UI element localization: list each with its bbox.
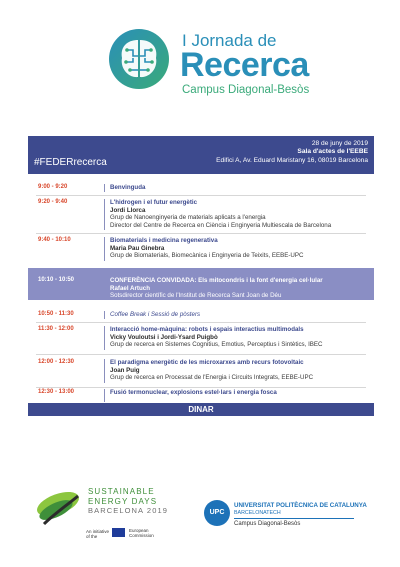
row-divider (104, 359, 105, 383)
schedule-row-keynote (28, 268, 374, 300)
schedule-row (28, 184, 374, 193)
row-time: 9:00 - 9:20 (38, 184, 68, 190)
row-extra (110, 396, 370, 404)
sed-title (88, 487, 168, 516)
row-speaker: Vicky Vouloutsi i Jordi-Ysard Puigbò (110, 333, 218, 341)
separator (36, 354, 366, 355)
separator (36, 195, 366, 196)
event-date: 28 de juny de 2019 (311, 140, 368, 147)
row-divider (104, 184, 105, 192)
schedule-row (28, 311, 374, 320)
row-divider (104, 326, 105, 350)
row-divider (104, 311, 105, 319)
schedule-row (28, 326, 374, 351)
row-desc: Grup de recerca en Processat de l'Energia i Circuits Integrats, EEBE-UPC (110, 374, 314, 382)
lunch-bar: DINAR (28, 403, 374, 416)
row-content (110, 184, 370, 192)
row-speaker: Joan Puig (110, 366, 140, 374)
event-header (108, 28, 400, 108)
row-speaker: Jordi Llorca (110, 206, 146, 214)
row-title: CONFERÈNCIA CONVIDADA: Els mitocondris i la font d'energia cel·lular (110, 277, 323, 284)
schedule-row (28, 199, 374, 231)
event-room: Sala d'actes de l'EEBE (297, 148, 368, 156)
event-address: Edifici A, Av. Eduard Maristany 16, 08019 Barcelona (216, 156, 368, 164)
sed-line-3: BARCELONA 2019 (88, 506, 169, 515)
row-title: L'hidrogen i el futur energètic (110, 199, 198, 206)
eu-flag-icon (112, 528, 125, 537)
upc-logo (204, 500, 374, 540)
row-speaker: Maria Pau Ginebra (110, 244, 165, 252)
row-title: Biomaterials i medicina regenerativa (110, 237, 218, 244)
row-title: Fusió termonuclear, explosions estel·lars i energia fosca (110, 389, 277, 396)
brain-circuit-logo-icon (108, 28, 170, 90)
separator (36, 322, 366, 323)
row-desc: Sotsdirector científic de l'Institut de Recerca Sant Joan de Déu (110, 292, 282, 300)
sed-line-1: SUSTAINABLE (88, 487, 155, 496)
row-content (110, 199, 370, 229)
separator (36, 387, 366, 388)
hashtag: #FEDERrecerca (34, 157, 107, 168)
header-line-1: I Jornada de (182, 31, 277, 50)
upc-name: UNIVERSITAT POLITÈCNICA DE CATALUNYA (234, 502, 367, 509)
separator (36, 233, 366, 234)
schedule-row (28, 237, 374, 262)
schedule-row (28, 359, 374, 384)
row-content (110, 311, 370, 319)
row-content (110, 359, 370, 382)
row-time: 9:20 - 9:40 (38, 199, 68, 205)
sed-line-2: ENERGY DAYS (88, 496, 158, 506)
row-time: 12:30 - 13:00 (38, 389, 75, 395)
leaf-logo-icon (34, 484, 84, 528)
row-time: 9:40 - 10:10 (38, 237, 71, 243)
row-desc: Grup de recerca en Sistemes Cognitius, Emotius, Perceptius i Sintètics, IBEC (110, 341, 323, 349)
row-content (110, 326, 370, 349)
row-time: 11:30 - 12:00 (38, 326, 74, 332)
event-banner (28, 136, 374, 174)
row-title: Benvinguda (110, 184, 146, 191)
row-desc: Director del Centre de Recerca en Ciència i Enginyeria Multiescala de Barcelona (110, 221, 332, 229)
initiative-label: An initiative of the (86, 529, 110, 539)
row-time: 12:00 - 12:30 (38, 359, 75, 365)
row-speaker: Rafael Artuch (110, 284, 150, 292)
header-subtitle: Campus Diagonal-Besòs (182, 84, 310, 96)
event-info (216, 140, 368, 165)
row-desc: Grup de Biomaterials, Biomecànica i Enginyeria de Teixits, EEBE-UPC (110, 252, 304, 260)
row-divider (104, 199, 105, 230)
row-title: Interacció home-màquina: robots i espais interactius multimodals (110, 326, 304, 333)
row-divider (104, 389, 105, 402)
page-title: Recerca (180, 46, 309, 84)
row-time: 10:10 - 10:50 (38, 277, 75, 283)
upc-campus: Campus Diagonal-Besòs (234, 518, 354, 527)
row-desc: Grup de Nanoenginyeria de materials aplicats a l'energia (110, 214, 266, 222)
row-time: 10:50 - 11:30 (38, 311, 74, 317)
row-divider (104, 237, 105, 261)
row-title: Coffee Break i Sessió de pòsters (110, 311, 201, 318)
row-title: El paradigma energètic de les microxarxes amb recurs fotovoltaic (110, 359, 304, 366)
upc-tech: BARCELONATECH (234, 510, 281, 516)
row-content (110, 277, 370, 300)
eu-label: European Commission (129, 528, 154, 538)
upc-emblem-icon: UPC (204, 500, 230, 526)
sustainable-energy-days-logo (34, 484, 194, 544)
row-content (110, 237, 370, 260)
